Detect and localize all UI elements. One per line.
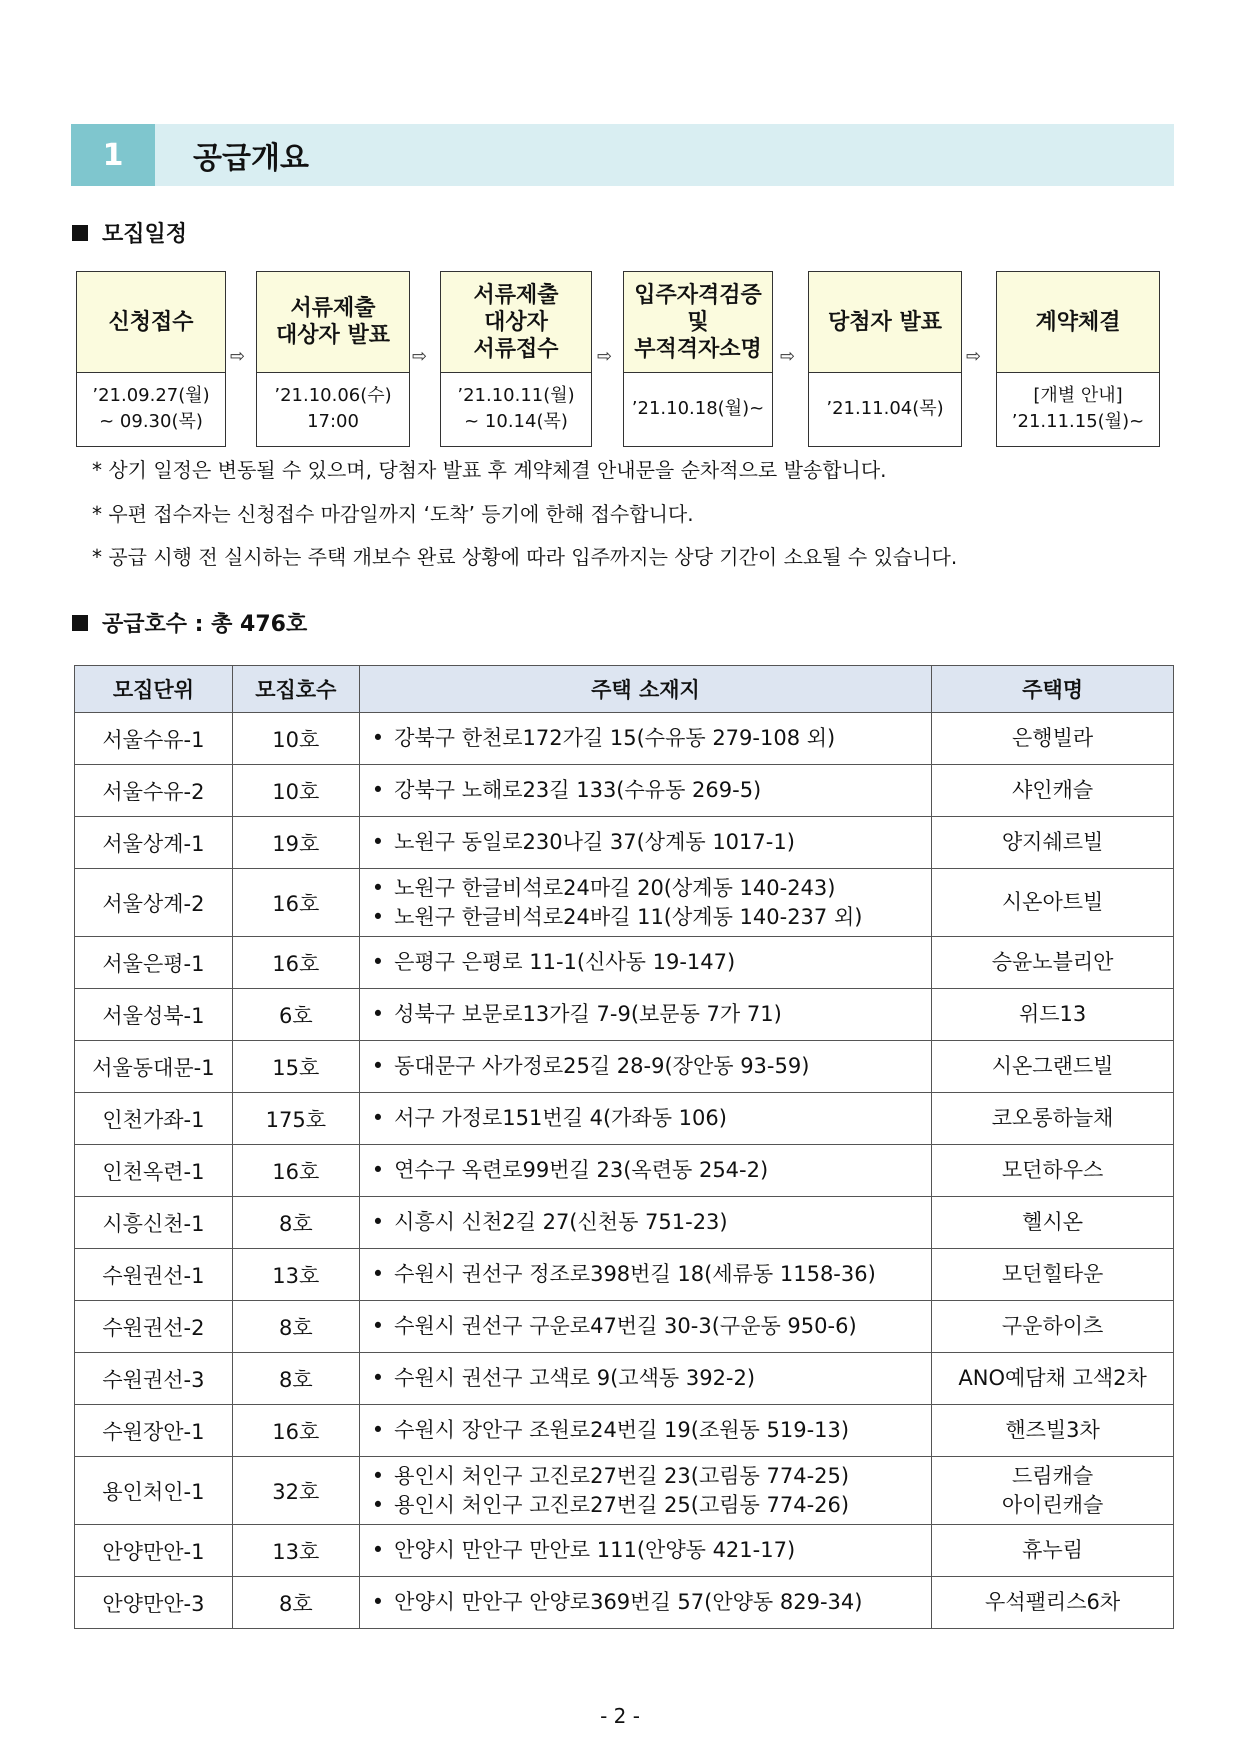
address-cell (359, 1405, 931, 1457)
address-line (372, 948, 927, 977)
address-text: 성북구 보문로13가길 7-9(보문동 7가 71) (394, 1002, 782, 1026)
address-line (372, 1312, 927, 1341)
arrow-right-icon: ⇨ (597, 346, 613, 367)
count-cell: 6호 (232, 989, 359, 1041)
address-line (372, 1491, 927, 1520)
house-name-cell (932, 989, 1174, 1041)
address-cell (359, 1249, 931, 1301)
address-cell (359, 1041, 931, 1093)
arrow-right-icon: ⇨ (412, 346, 428, 367)
bullet-icon: • (371, 1590, 385, 1614)
schedule-heading (72, 217, 187, 248)
schedule-heading-text: 모집일정 (102, 222, 188, 247)
arrow-right-icon: ⇨ (780, 346, 796, 367)
address-text: 은평구 은평로 11-1(신사동 19-147) (394, 950, 736, 974)
count-cell: 8호 (232, 1353, 359, 1405)
schedule-step-date: ’21.10.11(월) ~ 10.14(목) (457, 385, 575, 432)
house-name: 휴누림 (1022, 1538, 1084, 1562)
table-row (75, 1577, 1174, 1629)
schedule-step-date: [개별 안내] ’21.11.15(월)~ (1011, 385, 1145, 432)
house-name-cell (932, 1405, 1174, 1457)
address-cell (359, 1457, 931, 1525)
schedule-note: * 공급 시행 전 실시하는 주택 개보수 완료 상황에 따라 입주까지는 상당 기간이 소요될 수 있습니다. (92, 545, 958, 569)
house-name: 핸즈빌3차 (1005, 1418, 1100, 1442)
count-cell: 10호 (232, 765, 359, 817)
address-line (372, 1588, 927, 1617)
schedule-step (256, 271, 410, 447)
house-name: 헬시온 (1022, 1210, 1084, 1234)
section-header (71, 124, 1174, 186)
table-row (75, 1249, 1174, 1301)
schedule-step-title: 신청접수 (77, 272, 225, 373)
count-cell: 8호 (232, 1577, 359, 1629)
address-cell (359, 937, 931, 989)
house-name-cell (932, 1041, 1174, 1093)
address-line (372, 1156, 927, 1185)
schedule-step-title: 서류제출 대상자 발표 (257, 272, 409, 373)
schedule-step-title: 서류제출 대상자 서류접수 (441, 272, 591, 373)
address-line (372, 1000, 927, 1029)
address-cell (359, 817, 931, 869)
schedule-step (440, 271, 592, 447)
address-line (372, 1416, 927, 1445)
table-row (75, 1301, 1174, 1353)
bullet-icon: • (371, 1366, 385, 1390)
schedule-step-date: ’21.10.06(수) 17:00 (274, 385, 392, 432)
table-row (75, 1457, 1174, 1525)
house-name: 드림캐슬 (1012, 1463, 1094, 1488)
address-text: 용인시 처인구 고진로27번길 23(고림동 774-25) (394, 1463, 850, 1488)
count-cell: 15호 (232, 1041, 359, 1093)
unit-cell: 서울은평-1 (75, 937, 233, 989)
house-name-cell (932, 713, 1174, 765)
house-name-cell (932, 1197, 1174, 1249)
page-number: - 2 - (600, 1704, 640, 1728)
address-text: 안양시 만안구 안양로369번길 57(안양동 829-34) (394, 1590, 863, 1614)
schedule-step-title: 입주자격검증 및 부적격자소명 (624, 272, 772, 373)
count-cell: 16호 (232, 1145, 359, 1197)
address-cell (359, 765, 931, 817)
address-text: 노원구 한글비석로24바길 11(상계동 140-237 외) (394, 904, 863, 929)
address-line (372, 1208, 927, 1237)
unit-cell: 서울상계-1 (75, 817, 233, 869)
house-name: 우석팰리스6차 (985, 1590, 1121, 1614)
bullet-icon: • (371, 904, 385, 929)
unit-cell: 수원장안-1 (75, 1405, 233, 1457)
table-row (75, 713, 1174, 765)
address-line (372, 828, 927, 857)
bullet-icon: • (371, 1210, 385, 1234)
house-name-cell (932, 1577, 1174, 1629)
unit-cell: 서울수유-1 (75, 713, 233, 765)
address-text: 연수구 옥련로99번길 23(옥련동 254-2) (394, 1158, 769, 1182)
schedule-note: * 우편 접수자는 신청접수 마감일까지 ‘도착’ 등기에 한해 접수합니다. (92, 502, 694, 526)
schedule-step (76, 271, 226, 447)
table-row (75, 869, 1174, 937)
house-name: 코오롱하늘채 (991, 1106, 1114, 1130)
bullet-icon: • (371, 1418, 385, 1442)
bullet-icon: • (371, 1314, 385, 1338)
house-name-cell (932, 817, 1174, 869)
schedule-step-date: ’21.10.18(월)~ (631, 398, 765, 419)
address-text: 수원시 권선구 구운로47번길 30-3(구운동 950-6) (394, 1314, 857, 1338)
unit-cell: 용인처인-1 (75, 1457, 233, 1525)
column-header: 모집단위 (75, 666, 233, 713)
table-row (75, 937, 1174, 989)
unit-cell: 서울동대문-1 (75, 1041, 233, 1093)
house-name: ANO예담채 고색2차 (958, 1366, 1147, 1390)
house-name: 위드13 (1018, 1002, 1087, 1026)
unit-cell: 시흥신천-1 (75, 1197, 233, 1249)
table-header-row (75, 666, 1174, 713)
unit-cell: 수원권선-2 (75, 1301, 233, 1353)
house-name: 시온아트빌 (1001, 890, 1104, 914)
column-header: 모집호수 (232, 666, 359, 713)
bullet-icon: • (371, 1158, 385, 1182)
table-row (75, 1405, 1174, 1457)
bullet-icon: • (371, 1492, 385, 1517)
address-cell (359, 989, 931, 1041)
house-name: 구운하이츠 (1001, 1314, 1104, 1338)
unit-cell: 안양만안-3 (75, 1577, 233, 1629)
count-cell: 32호 (232, 1457, 359, 1525)
supply-heading (72, 607, 307, 638)
address-line (372, 1536, 927, 1565)
address-line (372, 1052, 927, 1081)
address-text: 안양시 만안구 만안로 111(안양동 421-17) (394, 1538, 796, 1562)
house-name-cell (932, 869, 1174, 937)
house-name-cell (932, 1093, 1174, 1145)
count-cell: 10호 (232, 713, 359, 765)
unit-cell: 서울상계-2 (75, 869, 233, 937)
square-bullet-icon (72, 225, 88, 241)
address-cell (359, 869, 931, 937)
table-row (75, 1041, 1174, 1093)
bullet-icon: • (371, 1106, 385, 1130)
count-cell: 16호 (232, 869, 359, 937)
address-cell (359, 1525, 931, 1577)
count-cell: 13호 (232, 1249, 359, 1301)
address-line (372, 776, 927, 805)
address-text: 동대문구 사가정로25길 28-9(장안동 93-59) (394, 1054, 810, 1078)
bullet-icon: • (371, 1262, 385, 1286)
address-cell (359, 1301, 931, 1353)
table-row (75, 1197, 1174, 1249)
address-line (372, 1260, 927, 1289)
count-cell: 19호 (232, 817, 359, 869)
bullet-icon: • (371, 875, 385, 900)
section-title: 공급개요 (193, 141, 309, 176)
address-line (372, 724, 927, 753)
bullet-icon: • (371, 1463, 385, 1488)
count-cell: 16호 (232, 937, 359, 989)
address-text: 용인시 처인구 고진로27번길 25(고림동 774-26) (394, 1492, 850, 1517)
unit-cell: 서울성북-1 (75, 989, 233, 1041)
table-row (75, 1145, 1174, 1197)
house-name-cell (932, 1249, 1174, 1301)
address-text: 수원시 장안구 조원로24번길 19(조원동 519-13) (394, 1418, 850, 1442)
supply-table (74, 665, 1174, 1629)
address-cell (359, 713, 931, 765)
house-name: 모던힐타운 (1001, 1262, 1104, 1286)
bullet-icon: • (371, 1054, 385, 1078)
house-name-cell (932, 1457, 1174, 1525)
house-name: 양지쉐르빌 (1001, 830, 1104, 854)
table-row (75, 989, 1174, 1041)
address-cell (359, 1197, 931, 1249)
house-name: 승윤노블리안 (991, 950, 1114, 974)
schedule-step-title: 계약체결 (997, 272, 1159, 373)
table-row (75, 765, 1174, 817)
schedule-step (808, 271, 962, 447)
house-name-cell (932, 1301, 1174, 1353)
bullet-icon: • (371, 1002, 385, 1026)
address-cell (359, 1353, 931, 1405)
table-row (75, 1093, 1174, 1145)
address-line (372, 1104, 927, 1133)
count-cell: 175호 (232, 1093, 359, 1145)
bullet-icon: • (371, 778, 385, 802)
unit-cell: 인천가좌-1 (75, 1093, 233, 1145)
address-text: 수원시 권선구 고색로 9(고색동 392-2) (394, 1366, 756, 1390)
house-name-cell (932, 1525, 1174, 1577)
schedule-step-date: ’21.11.04(목) (826, 398, 944, 419)
address-line (372, 903, 927, 932)
supply-table-body (75, 713, 1174, 1629)
table-row (75, 1353, 1174, 1405)
schedule-note: * 상기 일정은 변동될 수 있으며, 당첨자 발표 후 계약체결 안내문을 순차적으로 발송합니다. (92, 458, 887, 482)
unit-cell: 수원권선-1 (75, 1249, 233, 1301)
column-header: 주택명 (932, 666, 1174, 713)
arrow-right-icon: ⇨ (230, 346, 246, 367)
address-line (372, 1462, 927, 1491)
schedule-step-title: 당첨자 발표 (809, 272, 961, 373)
section-number: 1 (71, 124, 155, 186)
house-name: 샤인캐슬 (1012, 778, 1094, 802)
address-text: 노원구 동일로230나길 37(상계동 1017-1) (394, 830, 795, 854)
bullet-icon: • (371, 1538, 385, 1562)
bullet-icon: • (371, 950, 385, 974)
address-line (372, 874, 927, 903)
count-cell: 8호 (232, 1197, 359, 1249)
address-cell (359, 1145, 931, 1197)
count-cell: 16호 (232, 1405, 359, 1457)
address-line (372, 1364, 927, 1393)
address-text: 시흥시 신천2길 27(신천동 751-23) (394, 1210, 728, 1234)
table-row (75, 1525, 1174, 1577)
house-name-cell (932, 937, 1174, 989)
bullet-icon: • (371, 830, 385, 854)
schedule-step (623, 271, 773, 447)
address-cell (359, 1093, 931, 1145)
bullet-icon: • (371, 726, 385, 750)
unit-cell: 안양만안-1 (75, 1525, 233, 1577)
house-name-cell (932, 1353, 1174, 1405)
supply-heading-text: 공급호수 : 총 476호 (102, 612, 308, 637)
table-row (75, 817, 1174, 869)
house-name: 아이린캐슬 (1001, 1492, 1104, 1517)
address-text: 강북구 노해로23길 133(수유동 269-5) (394, 778, 762, 802)
square-bullet-icon (72, 615, 88, 631)
unit-cell: 인천옥련-1 (75, 1145, 233, 1197)
unit-cell: 수원권선-3 (75, 1353, 233, 1405)
address-text: 서구 가정로151번길 4(가좌동 106) (394, 1106, 727, 1130)
count-cell: 13호 (232, 1525, 359, 1577)
schedule-step (996, 271, 1160, 447)
house-name: 은행빌라 (1012, 726, 1094, 750)
schedule-step-date: ’21.09.27(월) ~ 09.30(목) (92, 385, 210, 432)
address-cell (359, 1577, 931, 1629)
house-name-cell (932, 1145, 1174, 1197)
column-header: 주택 소재지 (359, 666, 931, 713)
unit-cell: 서울수유-2 (75, 765, 233, 817)
address-text: 노원구 한글비석로24마길 20(상계동 140-243) (394, 875, 836, 900)
house-name: 모던하우스 (1001, 1158, 1104, 1182)
count-cell: 8호 (232, 1301, 359, 1353)
address-text: 강북구 한천로172가길 15(수유동 279-108 외) (394, 726, 836, 750)
address-text: 수원시 권선구 정조로398번길 18(세류동 1158-36) (394, 1262, 876, 1286)
house-name: 시온그랜드빌 (991, 1054, 1114, 1078)
arrow-right-icon: ⇨ (966, 346, 982, 367)
house-name-cell (932, 765, 1174, 817)
